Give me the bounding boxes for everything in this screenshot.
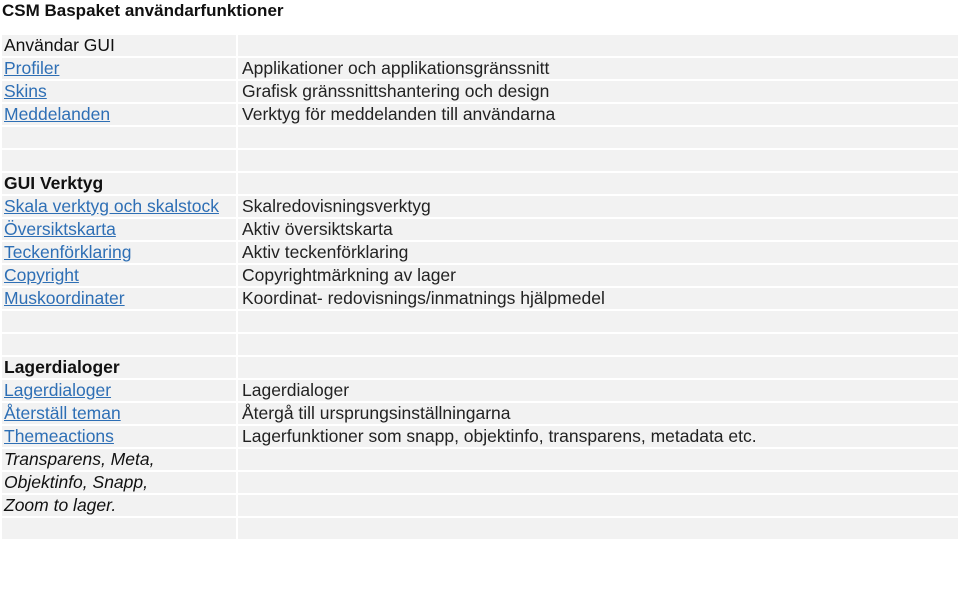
table-row — [1, 103, 959, 126]
spacer-row — [1, 333, 959, 356]
table-row — [1, 471, 959, 494]
section-header-row — [1, 356, 959, 379]
table-row — [1, 287, 959, 310]
section-heading: Lagerdialoger — [1, 356, 237, 379]
feature-link-copyright[interactable]: Copyright — [4, 265, 79, 285]
feature-description: Lagerdialoger — [237, 379, 959, 402]
feature-link-skins[interactable]: Skins — [4, 81, 47, 101]
feature-link-skala-verktyg[interactable]: Skala verktyg och skalstock — [4, 196, 219, 216]
spacer-row — [1, 126, 959, 149]
feature-link-lagerdialoger[interactable]: Lagerdialoger — [4, 380, 112, 400]
feature-link-teckenforklaring[interactable]: Teckenförklaring — [4, 242, 132, 262]
feature-link-aterstall-teman[interactable]: Återställ teman — [4, 403, 121, 423]
feature-link-meddelanden[interactable]: Meddelanden — [4, 104, 111, 124]
table-row — [1, 448, 959, 471]
section-header-row — [1, 34, 959, 57]
spacer-row — [1, 310, 959, 333]
spacer-row — [1, 149, 959, 172]
feature-description: Verktyg för meddelanden till användarna — [237, 103, 959, 126]
section-heading: Användar GUI — [1, 34, 237, 57]
feature-description: Aktiv teckenförklaring — [237, 241, 959, 264]
section-heading: GUI Verktyg — [1, 172, 237, 195]
feature-table — [0, 33, 960, 541]
note-line: Objektinfo, Snapp, — [1, 471, 237, 494]
table-row — [1, 241, 959, 264]
feature-description: Applikationer och applikationsgränssnitt — [237, 57, 959, 80]
note-line: Zoom to lager. — [1, 494, 237, 517]
feature-description: Aktiv översiktskarta — [237, 218, 959, 241]
feature-description: Koordinat- redovisnings/inmatnings hjälpmedel — [237, 287, 959, 310]
table-row — [1, 218, 959, 241]
feature-link-muskoordinater[interactable]: Muskoordinater — [4, 288, 125, 308]
feature-link-oversiktskarta[interactable]: Översiktskarta — [4, 219, 116, 239]
table-row — [1, 402, 959, 425]
feature-link-profiler[interactable]: Profiler — [4, 58, 60, 78]
feature-description: Grafisk gränssnittshantering och design — [237, 80, 959, 103]
feature-description: Copyrightmärkning av lager — [237, 264, 959, 287]
table-row — [1, 494, 959, 517]
feature-description: Återgå till ursprungsinställningarna — [237, 402, 959, 425]
feature-description: Skalredovisningsverktyg — [237, 195, 959, 218]
page-title: CSM Baspaket användarfunktioner — [2, 1, 284, 20]
feature-description: Lagerfunktioner som snapp, objektinfo, transparens, metadata etc. — [237, 425, 959, 448]
table-row — [1, 57, 959, 80]
feature-link-themeactions[interactable]: Themeactions — [4, 426, 114, 446]
spacer-row — [1, 517, 959, 540]
section-header-row — [1, 172, 959, 195]
table-row — [1, 379, 959, 402]
table-row — [1, 264, 959, 287]
note-line: Transparens, Meta, — [1, 448, 237, 471]
table-row — [1, 425, 959, 448]
table-row — [1, 195, 959, 218]
table-row — [1, 80, 959, 103]
